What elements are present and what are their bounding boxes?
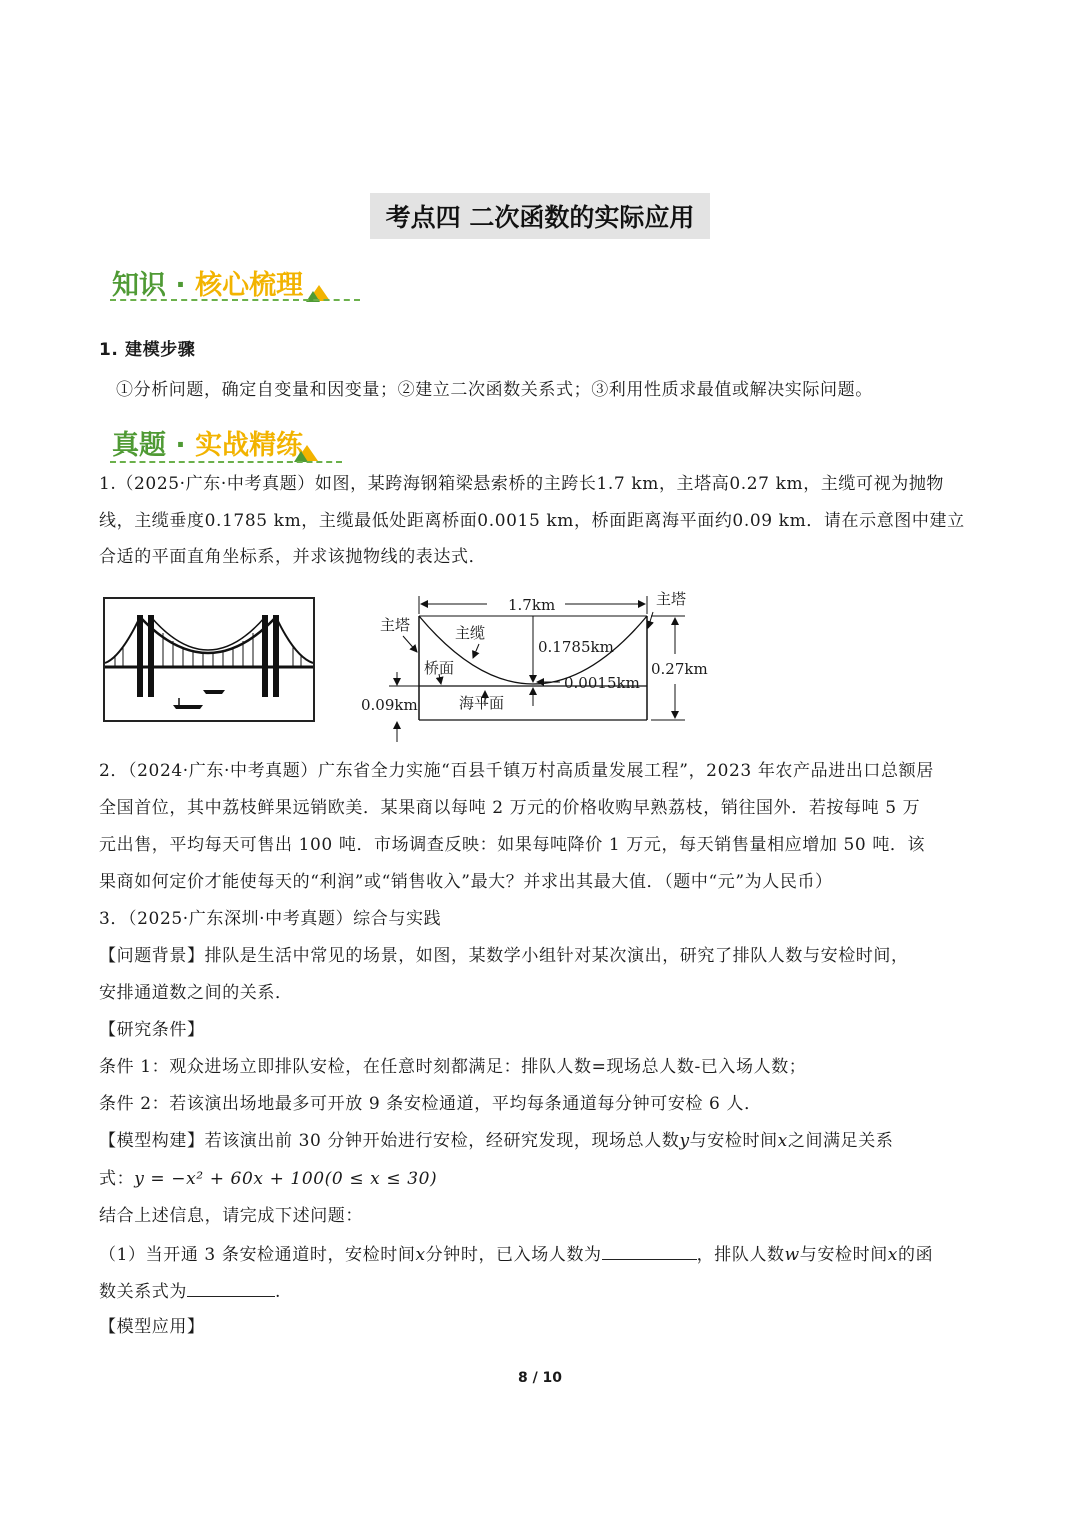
var-x: x: [415, 1245, 426, 1265]
sag-label: 0.1785km: [538, 638, 614, 656]
bridge-photo-illustration: [103, 597, 315, 722]
page-number: 8 / 10: [517, 1370, 563, 1386]
banner-right-text: 核心梳理: [195, 270, 304, 301]
sub1-text-f: 数关系式为: [99, 1282, 187, 1302]
model-text-mid: 与安检时间: [689, 1131, 778, 1151]
modeling-steps-text: ①分析问题，确定自变量和因变量；②建立二次函数关系式；③利用性质求最值或解决实际问题。: [116, 380, 873, 400]
var-w: w: [784, 1245, 800, 1265]
banner-right-text: 实战精练: [195, 430, 304, 461]
var-x: x: [887, 1245, 898, 1265]
sub1-text-a: （1）当开通 3 条安检通道时，安检时间: [99, 1245, 416, 1265]
sub1-text-c: ，排队人数: [696, 1245, 785, 1265]
q3-sub1-line2: [99, 1280, 281, 1302]
q1-line3: 合适的平面直角坐标系，并求该抛物线的表达式．: [99, 547, 487, 567]
banner-left-text: 知识: [112, 270, 166, 301]
span-label: 1.7km: [508, 596, 556, 614]
q3-combine-line: 结合上述信息，请完成下述问题：: [99, 1206, 363, 1226]
var-y: y: [679, 1131, 690, 1151]
q3-conditions-heading: 【研究条件】: [99, 1020, 205, 1040]
cable-label: 主缆: [455, 624, 486, 642]
sub1-text-b: 分钟时，已入场人数为: [425, 1245, 602, 1265]
var-x: x: [777, 1131, 788, 1151]
sub1-text-d: 与安检时间: [799, 1245, 888, 1265]
sea-gap-label: 0.09km: [361, 696, 418, 714]
q1-line2: 线，主缆垂度0.1785 km，主缆最低处距离桥面0.0015 km，桥面距离海平面约0.09 km．请在示意图中建立: [99, 511, 965, 531]
q2-line1: 2．（2024·广东·中考真题）广东省全力实施“百县千镇万村高质量发展工程”，2023 年农产品进出口总额居: [99, 761, 934, 781]
q2-line3: 元出售，平均每天可售出 100 吨．市场调查反映：如果每吨降价 1 万元，每天销售量相应增加 50 吨．该: [99, 835, 926, 855]
q3-background-line2: 安排通道数之间的关系．: [99, 983, 293, 1003]
sub1-text-e: 的函: [897, 1245, 934, 1265]
section-banner-practice: [112, 423, 303, 462]
answer-blank-1[interactable]: [602, 1243, 697, 1260]
q3-background-line1: 【问题背景】排队是生活中常见的场景，如图，某数学小组针对某次演出，研究了排队人数与安检时间，: [99, 946, 909, 966]
banner-left-text: 真题: [112, 430, 166, 461]
banner-underline: [110, 461, 342, 463]
q3-formula-line: [99, 1169, 437, 1189]
q3-condition-1: 条件 1：观众进场立即排队安检，在任意时刻都满足：排队人数=现场总人数-已入场人数；: [99, 1057, 807, 1077]
formula: y = −x² + 60x + 100(0 ≤ x ≤ 30): [134, 1169, 438, 1189]
section-heading-modeling-steps: 1. 建模步骤: [99, 340, 196, 360]
banner-dot: ·: [175, 430, 186, 461]
min-gap-label: 0.0015km: [564, 674, 640, 692]
formula-prefix: 式：: [99, 1169, 135, 1189]
q1-line1: 1.（2025·广东·中考真题）如图，某跨海钢箱梁悬索桥的主跨长1.7 km，主塔高0.27 km，主缆可视为抛物: [99, 474, 945, 494]
model-text-post: 之间满足关系: [787, 1131, 894, 1151]
q3-condition-2: 条件 2：若该演出场地最多可开放 9 条安检通道，平均每条通道每分钟可安检 6 人．: [99, 1094, 762, 1114]
q3-model-line: [99, 1131, 893, 1151]
q2-line2: 全国首位，其中荔枝鲜果远销欧美．某果商以每吨 2 万元的价格收购早熟荔枝，销往国外．若按每吨 5 万: [99, 798, 921, 818]
section-banner-knowledge: [112, 263, 303, 302]
q3-line1: 3．（2025·广东深圳·中考真题）综合与实践: [99, 909, 442, 929]
tower-right-label: 主塔: [656, 590, 687, 608]
q3-application-heading: 【模型应用】: [99, 1317, 205, 1337]
deck-label: 桥面: [424, 659, 455, 677]
banner-dot: ·: [175, 270, 186, 301]
q3-sub1-line1: [99, 1243, 933, 1265]
tower-left-label: 主塔: [380, 616, 411, 634]
sea-label: 海平面: [459, 694, 505, 712]
answer-blank-2[interactable]: [187, 1280, 275, 1297]
banner-underline: [110, 299, 360, 301]
height-label: 0.27km: [651, 660, 708, 678]
sub1-text-g: .: [275, 1282, 282, 1302]
q2-line4: 果商如何定价才能使每天的“利润”或“销售收入”最大？并求出其最大值．（题中“元”为人民币）: [99, 872, 833, 892]
model-text-pre: 【模型构建】若该演出前 30 分钟开始进行安检，经研究发现，现场总人数: [99, 1131, 680, 1151]
page-title: 考点四 二次函数的实际应用: [370, 193, 710, 239]
